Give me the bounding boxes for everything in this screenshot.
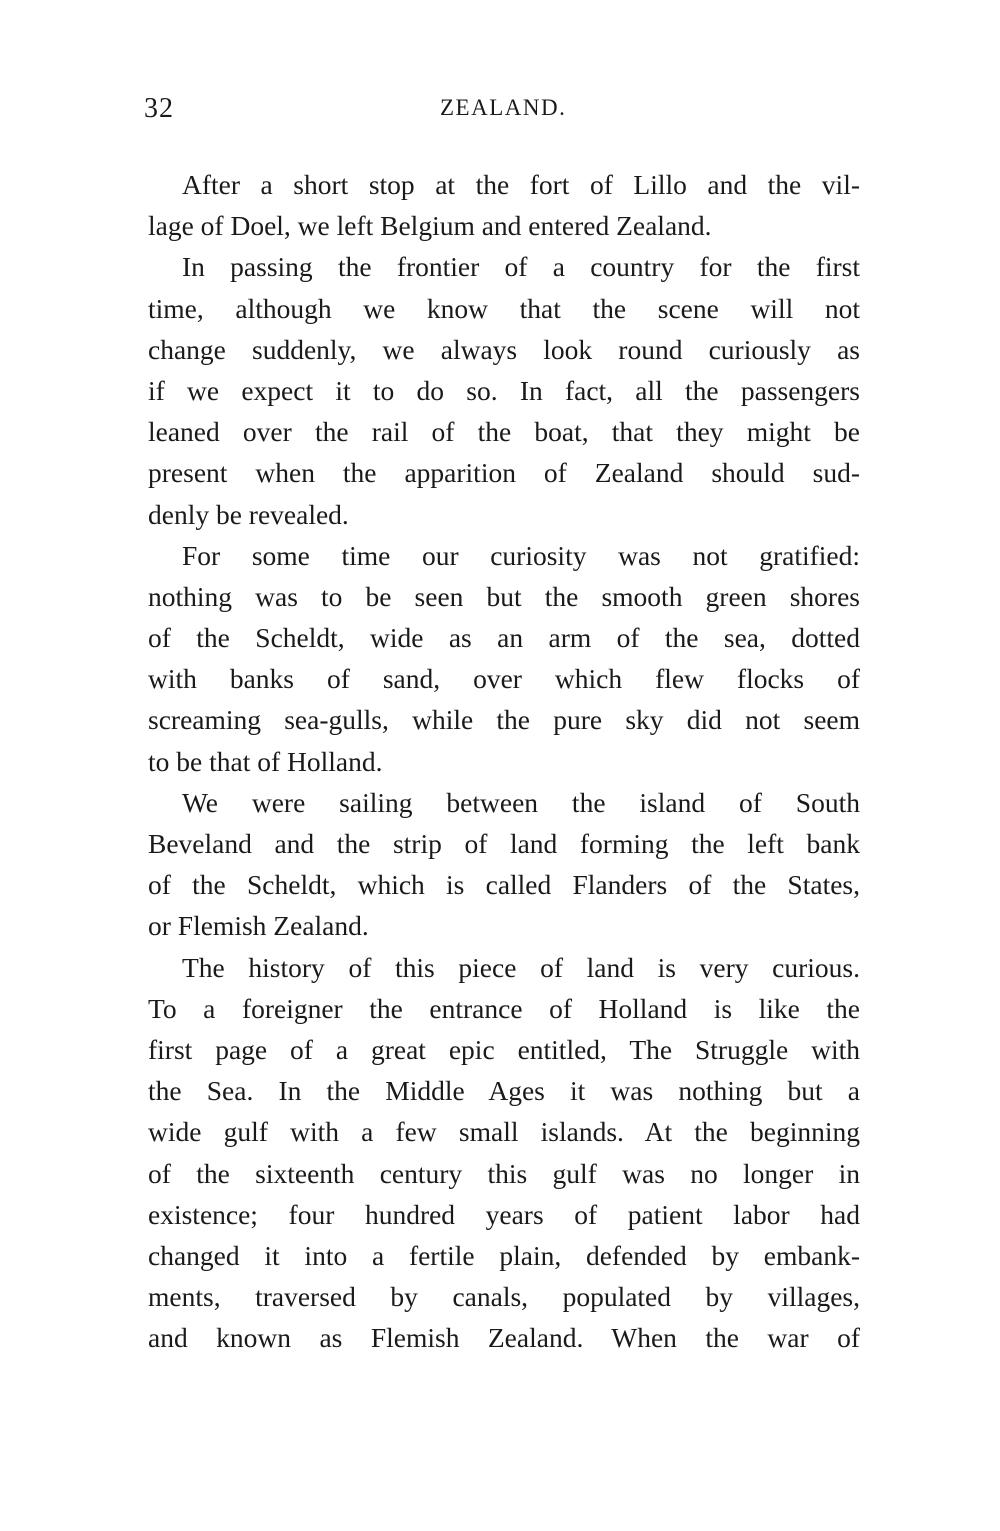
text-line: and known as Flemish Zealand. When the war of: [148, 1322, 860, 1354]
body-text: [148, 164, 860, 1358]
text-line: changed it into a fertile plain, defended by embank-: [148, 1239, 860, 1271]
text-line: existence; four hundred years of patient labor had: [148, 1198, 860, 1230]
text-line: of the Scheldt, wide as an arm of the sea, dotted: [148, 622, 860, 654]
text-line: if we expect it to do so. In fact, all the passengers: [148, 374, 860, 406]
text-line: the Sea. In the Middle Ages it was nothing but a: [148, 1075, 860, 1107]
text-line: change suddenly, we always look round curiously as: [148, 333, 860, 365]
text-line: ments, traversed by canals, populated by villages,: [148, 1281, 860, 1313]
text-line: In passing the frontier of a country for the first: [182, 251, 860, 283]
text-line: screaming sea-gulls, while the pure sky did not seem: [148, 704, 860, 736]
text-line: wide gulf with a few small islands. At the beginning: [148, 1116, 860, 1148]
text-line: leaned over the rail of the boat, that they might be: [148, 416, 860, 448]
text-line: To a foreigner the entrance of Holland is like the: [148, 992, 860, 1024]
text-line: denly be revealed.: [148, 498, 349, 530]
text-line: present when the apparition of Zealand should sud-: [148, 457, 860, 489]
text-line: For some time our curiosity was not gratified:: [182, 539, 860, 571]
text-line: Beveland and the strip of land forming the left bank: [148, 828, 860, 859]
text-line: After a short stop at the fort of Lillo and the vil-: [182, 169, 860, 200]
text-line: to be that of Holland.: [148, 745, 383, 777]
text-line: with banks of sand, over which flew flocks of: [148, 663, 860, 695]
paragraph: [148, 164, 860, 246]
text-line: first page of a great epic entitled, The Struggle with: [148, 1033, 860, 1065]
text-line: nothing was to be seen but the smooth green shores: [148, 580, 860, 612]
running-title: ZEALAND.: [440, 95, 567, 120]
text-line: The history of this piece of land is very curious.: [182, 951, 860, 983]
page-number: 32: [144, 93, 174, 124]
paragraph: [148, 535, 860, 782]
text-line: or Flemish Zealand.: [148, 910, 369, 942]
paragraph: [148, 947, 860, 1359]
text-line: time, although we know that the scene will not: [148, 292, 860, 324]
text-line: of the Scheldt, which is called Flanders of the States,: [148, 869, 860, 901]
text-line: We were sailing between the island of South: [182, 786, 860, 818]
text-line: lage of Doel, we left Belgium and entered Zealand.: [148, 210, 712, 242]
page-header: [0, 93, 1000, 129]
paragraph: [148, 246, 860, 534]
text-line: of the sixteenth century this gulf was no longer in: [148, 1157, 860, 1189]
paragraph: [148, 782, 860, 947]
